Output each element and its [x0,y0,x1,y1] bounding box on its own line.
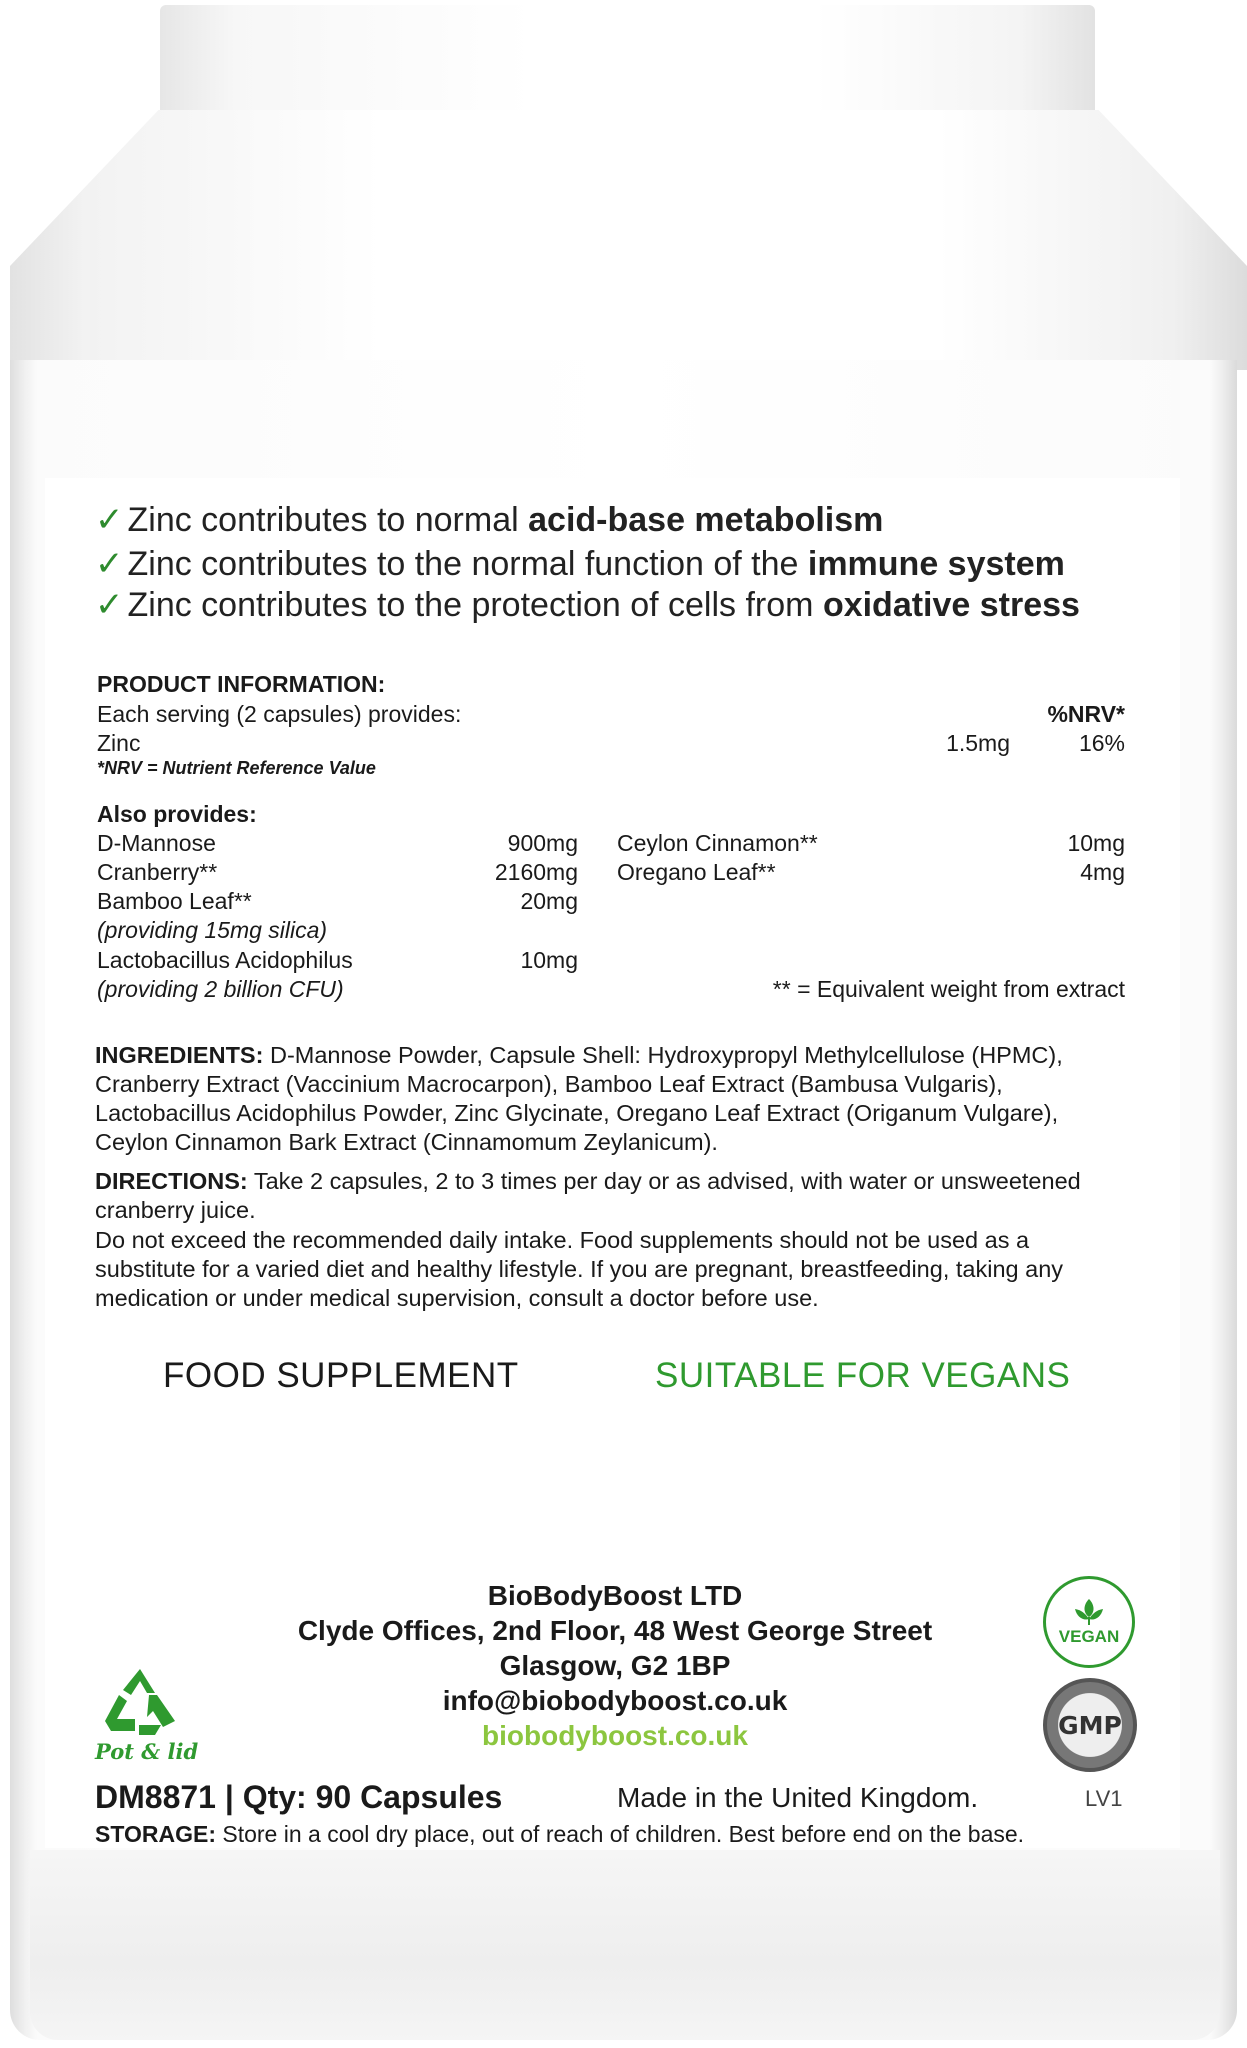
ingredient-amount: 4mg [1080,859,1125,885]
bottle-shoulder [10,110,1247,370]
storage-body: Store in a cool dry place, out of reach of children. Best before end on the base. [215,1821,1025,1847]
company-address-line2: Glasgow, G2 1BP [499,1650,731,1681]
ingredient-name: Lactobacillus Acidophilus [97,947,353,973]
bottle-base [30,1850,1220,2040]
directions-label: DIRECTIONS: [95,1168,248,1194]
company-website: biobodyboost.co.uk [482,1720,748,1751]
ingredients-label: INGREDIENTS: [95,1042,264,1068]
claim-row-3 [95,585,1080,625]
claim-bold: oxidative stress [822,586,1080,624]
claim-bold: immune system [807,545,1065,583]
company-email: info@biobodyboost.co.uk [442,1685,788,1716]
extract-note: ** = Equivalent weight from extract [772,976,1125,1002]
ingredient-subnote: (providing 15mg silica) [97,917,328,943]
version-code: LV1 [1085,1786,1123,1811]
ingredient-amount: 10mg [1067,830,1125,856]
recycle-badge [95,1665,199,1765]
vegan-tag: SUITABLE FOR VEGANS [655,1356,1071,1395]
recycle-icon [95,1665,185,1741]
ingredient-amount: 2160mg [494,859,578,885]
ingredient-name: Oregano Leaf** [617,859,776,885]
ingredient-amount: 10mg [520,947,578,973]
vegan-badge-text: VEGAN [1058,1627,1120,1646]
nutrient-nrv: 16% [1078,730,1125,756]
company-name: BioBodyBoost LTD [487,1580,743,1611]
claim-row-1 [95,500,883,540]
vegan-badge [1043,1576,1135,1668]
bottle-lid [160,5,1095,125]
ingredient-subnote: (providing 2 billion CFU) [97,976,344,1002]
recycle-label: Pot & lid [95,1739,199,1764]
directions-warning: Do not exceed the recommended daily intake. Food supplements should not be used as a substitute for a varied diet and healthy lifestyle. If you are pregnant, breastfeeding, taking any medication or under medical supervision, consult a doctor before use. [95,1227,1064,1311]
directions-text: Take 2 capsules, 2 to 3 times per day or as advised, with water or unsweetened cranberry juice. [95,1168,1081,1223]
ingredient-amount: 20mg [520,888,578,914]
product-info-heading: PRODUCT INFORMATION: [97,671,386,697]
nutrient-amount: 1.5mg [946,730,1010,756]
checkmark-icon: ✓ [95,586,124,624]
storage-text [95,1820,1024,1849]
directions-block [95,1167,1135,1225]
made-in-text: Made in the United Kingdom. [617,1782,979,1813]
ingredient-name: Cranberry** [97,859,218,885]
nrv-note: *NRV = Nutrient Reference Value [97,758,376,778]
ingredients-block [95,1041,1135,1157]
checkmark-icon: ✓ [95,545,124,583]
claim-bold: acid-base metabolism [528,501,884,539]
ingredient-name: D-Mannose [97,830,216,856]
checkmark-icon: ✓ [95,501,124,539]
nrv-header: %NRV* [1047,701,1125,727]
ingredient-name: Bamboo Leaf** [97,888,252,914]
gmp-seal-icon: GMP [1058,1710,1122,1740]
claim-text: Zinc contributes to the protection of cells from [127,586,823,624]
vegan-leaf-icon [1071,1597,1107,1627]
ingredient-amount: 900mg [507,830,578,856]
claim-text: Zinc contributes to the normal function of the [127,545,808,583]
gmp-badge [1043,1678,1137,1772]
also-provides-heading: Also provides: [97,801,257,827]
nutrient-name: Zinc [97,730,141,756]
ingredient-name: Ceylon Cinnamon** [617,830,818,856]
claim-row-2 [95,544,1065,584]
serving-text: Each serving (2 capsules) provides: [97,701,462,727]
ingredients-text: D-Mannose Powder, Capsule Shell: Hydroxypropyl Methylcellulose (HPMC), Cranberry Extract (Vaccinium Macrocarpon), Bamboo Leaf Extract (Bambusa Vulgaris), Lactobacillus Acidophilus Powder, Zinc Glycinate, Oregano Leaf Extract (Origanum Vulgare), Ceylon Cinnamon Bark Extract (Cinnamomum Zeylanicum). [95,1042,1063,1155]
food-supplement-tag: FOOD SUPPLEMENT [163,1356,519,1395]
product-code: DM8871 | Qty: 90 Capsules [95,1779,503,1815]
claim-text: Zinc contributes to normal [127,501,529,539]
storage-label: STORAGE: [95,1821,216,1847]
company-address-line1: Clyde Offices, 2nd Floor, 48 West George Street [297,1615,933,1646]
